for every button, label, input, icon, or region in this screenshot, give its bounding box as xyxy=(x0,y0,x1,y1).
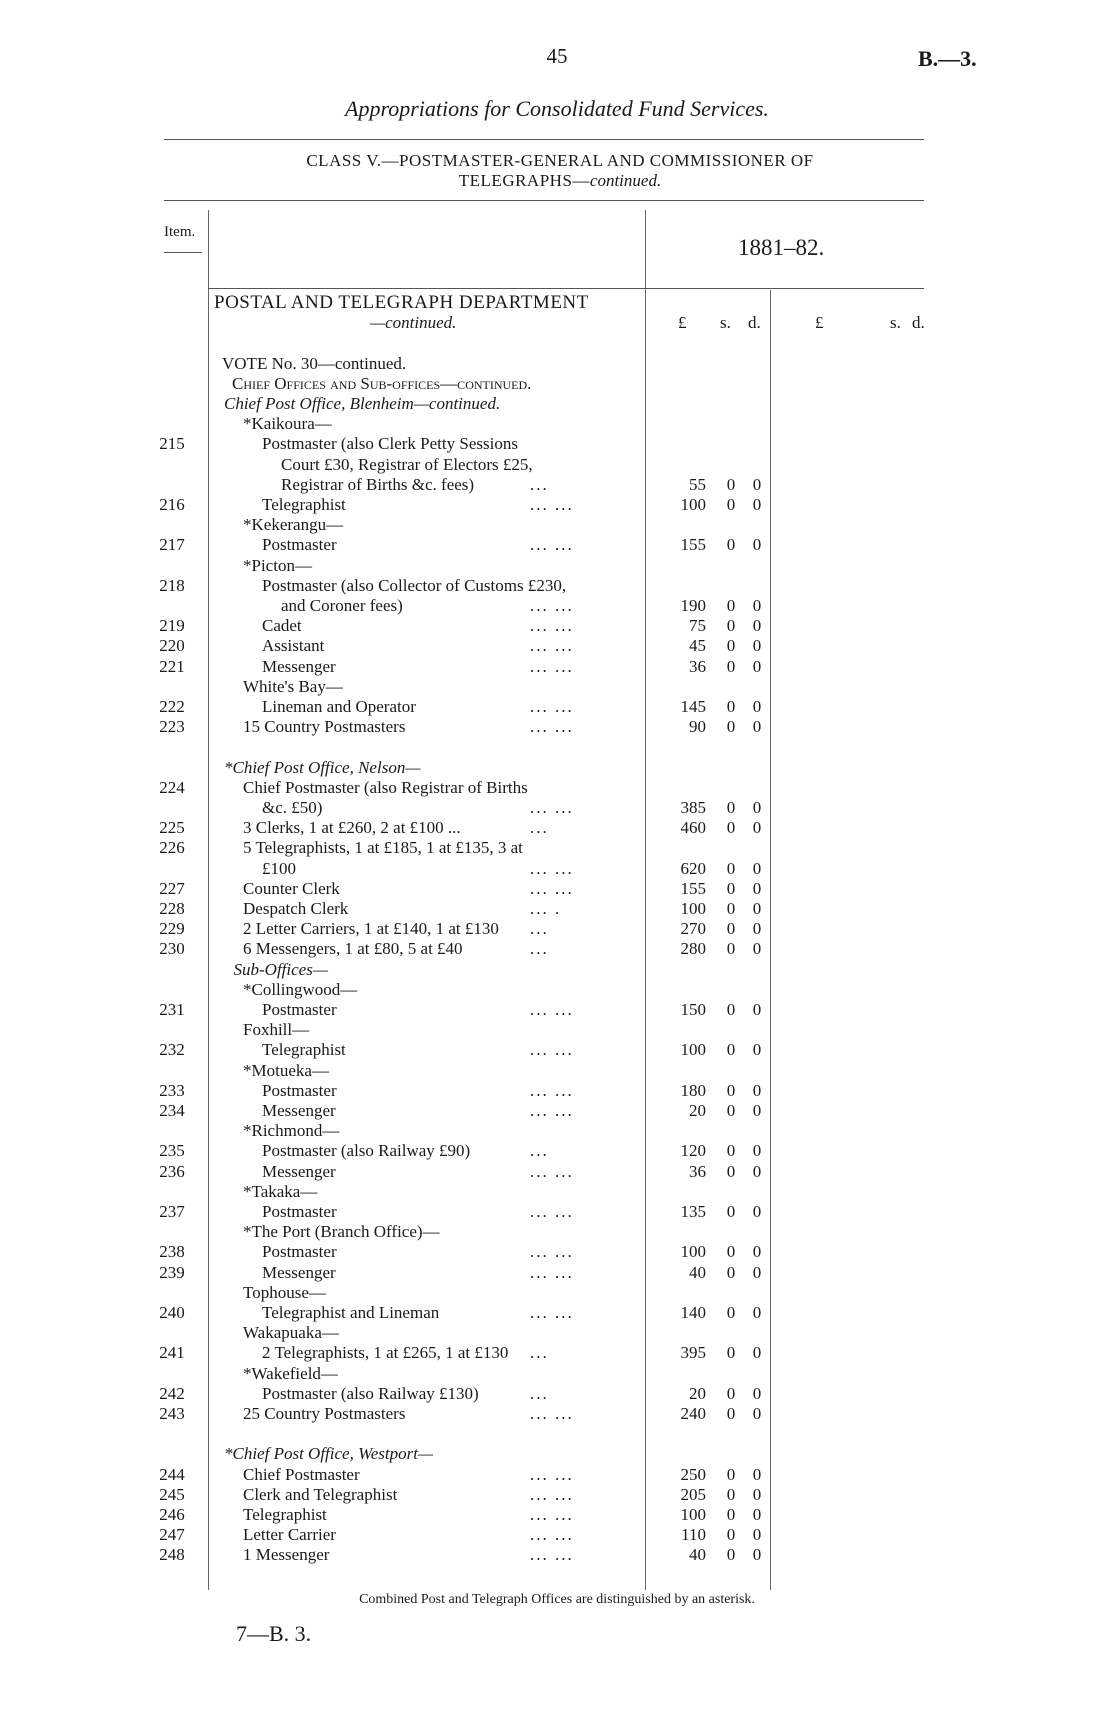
amount-shillings: 0 xyxy=(726,919,736,938)
document-reference: B.—3. xyxy=(918,46,977,71)
amount-shillings: 0 xyxy=(726,1242,736,1261)
row-description: Postmaster (also Collector of Customs £230, xyxy=(262,576,567,595)
amount-pounds: 135 xyxy=(680,1202,706,1221)
leader-dots: ... ... xyxy=(530,535,574,554)
amount-shillings: 0 xyxy=(726,1404,736,1423)
row-description: Wakapuaka— xyxy=(243,1323,339,1342)
row-description: 2 Telegraphists, 1 at £265, 1 at £130 xyxy=(262,1343,509,1362)
amount-pounds: 150 xyxy=(680,1000,706,1019)
item-number: 242 xyxy=(159,1384,185,1403)
amount-pence: 0 xyxy=(752,1081,762,1100)
amount-pence: 0 xyxy=(752,495,762,514)
amount-shillings: 0 xyxy=(726,1303,736,1322)
department-continued: —continued. xyxy=(370,313,457,332)
amount-pounds: 155 xyxy=(680,535,706,554)
amount-pounds: 100 xyxy=(680,1242,706,1261)
pounds-header-1: £ xyxy=(678,313,687,332)
item-number: 216 xyxy=(159,495,185,514)
row-description: and Coroner fees) xyxy=(281,596,403,615)
amount-pounds: 190 xyxy=(680,596,706,615)
shillings-header-1: s. xyxy=(720,313,731,332)
leader-dots: ... xyxy=(530,818,549,837)
amount-pence: 0 xyxy=(752,1485,762,1504)
item-number: 218 xyxy=(159,576,185,595)
row-description: 2 Letter Carriers, 1 at £140, 1 at £130 xyxy=(243,919,499,938)
amount-shillings: 0 xyxy=(726,859,736,878)
item-number: 245 xyxy=(159,1485,185,1504)
amount-pounds: 55 xyxy=(689,475,706,494)
amount-pence: 0 xyxy=(752,919,762,938)
amount-pounds: 395 xyxy=(680,1343,706,1362)
amount-shillings: 0 xyxy=(726,717,736,736)
leader-dots: ... ... xyxy=(530,495,574,514)
amount-pence: 0 xyxy=(752,657,762,676)
item-number: 219 xyxy=(159,616,185,635)
leader-dots: ... ... xyxy=(530,1040,574,1059)
amount-pounds: 240 xyxy=(680,1404,706,1423)
item-number: 240 xyxy=(159,1303,185,1322)
amount-pence: 0 xyxy=(752,1384,762,1403)
amount-shillings: 0 xyxy=(726,1000,736,1019)
amount-shillings: 0 xyxy=(726,616,736,635)
row-description: Clerk and Telegraphist xyxy=(243,1485,398,1504)
row-description: *Wakefield— xyxy=(243,1364,338,1383)
leader-dots: ... ... xyxy=(530,1545,574,1564)
amount-pounds: 620 xyxy=(680,859,706,878)
amount-pence: 0 xyxy=(752,1343,762,1362)
item-number: 222 xyxy=(159,697,185,716)
footnote: Combined Post and Telegraph Offices are distinguished by an asterisk. xyxy=(359,1592,755,1607)
leader-dots: ... . xyxy=(530,899,562,918)
row-description: &c. £50) xyxy=(262,798,323,817)
department-title: POSTAL AND TELEGRAPH DEPARTMENT xyxy=(214,292,589,313)
running-head: Appropriations for Consolidated Fund Services. xyxy=(345,96,769,121)
amount-pounds: 100 xyxy=(680,495,706,514)
leader-dots: ... ... xyxy=(530,697,574,716)
item-number: 215 xyxy=(159,434,185,453)
amount-pounds: 45 xyxy=(689,636,706,655)
row-description: *Kaikoura— xyxy=(243,414,332,433)
leader-dots: ... ... xyxy=(530,1202,574,1221)
amount-pence: 0 xyxy=(752,1101,762,1120)
amount-shillings: 0 xyxy=(726,1505,736,1524)
item-number: 236 xyxy=(159,1162,185,1181)
amount-shillings: 0 xyxy=(726,879,736,898)
amount-shillings: 0 xyxy=(726,636,736,655)
row-description: *Collingwood— xyxy=(243,980,358,999)
item-number: 225 xyxy=(159,818,185,837)
amount-shillings: 0 xyxy=(726,1141,736,1160)
amount-shillings: 0 xyxy=(726,1162,736,1181)
leader-dots: ... ... xyxy=(530,1404,574,1423)
amount-shillings: 0 xyxy=(726,1263,736,1282)
leader-dots: ... ... xyxy=(530,596,574,615)
amount-pence: 0 xyxy=(752,697,762,716)
row-description: Postmaster (also Railway £130) xyxy=(262,1384,479,1403)
amount-shillings: 0 xyxy=(726,495,736,514)
leader-dots: ... xyxy=(530,1384,549,1403)
amount-shillings: 0 xyxy=(726,1465,736,1484)
row-description: *Chief Post Office, Nelson— xyxy=(224,758,421,777)
amount-shillings: 0 xyxy=(726,697,736,716)
row-description: 3 Clerks, 1 at £260, 2 at £100 ... xyxy=(243,818,461,837)
item-column-header: Item. xyxy=(164,224,196,240)
row-description: Letter Carrier xyxy=(243,1525,336,1544)
row-description: Postmaster xyxy=(262,1202,337,1221)
amount-pence: 0 xyxy=(752,859,762,878)
item-number: 241 xyxy=(159,1343,185,1362)
amount-shillings: 0 xyxy=(726,1040,736,1059)
leader-dots: ... ... xyxy=(530,1162,574,1181)
amount-pence: 0 xyxy=(752,1465,762,1484)
amount-pounds: 20 xyxy=(689,1384,706,1403)
row-description: Registrar of Births &c. fees) xyxy=(281,475,475,494)
page-number: 45 xyxy=(546,44,568,68)
amount-pounds: 20 xyxy=(689,1101,706,1120)
amount-shillings: 0 xyxy=(726,657,736,676)
item-number: 229 xyxy=(159,919,185,938)
amount-pounds: 145 xyxy=(680,697,706,716)
row-description: Messenger xyxy=(262,1162,336,1181)
row-description: Postmaster xyxy=(262,1242,337,1261)
row-description: Telegraphist xyxy=(262,1040,346,1059)
amount-shillings: 0 xyxy=(726,1343,736,1362)
amount-pence: 0 xyxy=(752,1525,762,1544)
amount-shillings: 0 xyxy=(726,939,736,958)
leader-dots: ... ... xyxy=(530,616,574,635)
row-description: Cadet xyxy=(262,616,302,635)
row-description: *The Port (Branch Office)— xyxy=(243,1222,440,1241)
row-description: Court £30, Registrar of Electors £25, xyxy=(281,455,533,474)
item-number: 232 xyxy=(159,1040,185,1059)
amount-pounds: 40 xyxy=(689,1263,706,1282)
row-description: Messenger xyxy=(262,1101,336,1120)
amount-pounds: 100 xyxy=(680,1505,706,1524)
row-description: Postmaster xyxy=(262,1081,337,1100)
row-description: White's Bay— xyxy=(243,677,343,696)
amount-pounds: 36 xyxy=(689,1162,706,1181)
amount-shillings: 0 xyxy=(726,1525,736,1544)
row-description: Tophouse— xyxy=(243,1283,326,1302)
leader-dots: ... ... xyxy=(530,636,574,655)
amount-pence: 0 xyxy=(752,475,762,494)
row-description: *Richmond— xyxy=(243,1121,340,1140)
row-description: £100 xyxy=(262,859,296,878)
leader-dots: ... xyxy=(530,475,549,494)
amount-pounds: 460 xyxy=(680,818,706,837)
leader-dots: ... ... xyxy=(530,1465,574,1484)
amount-shillings: 0 xyxy=(726,1202,736,1221)
leader-dots: ... ... xyxy=(530,879,574,898)
amount-pence: 0 xyxy=(752,1202,762,1221)
item-number: 237 xyxy=(159,1202,185,1221)
item-number: 247 xyxy=(159,1525,185,1544)
amount-pounds: 250 xyxy=(680,1465,706,1484)
amount-pence: 0 xyxy=(752,1162,762,1181)
leader-dots: ... ... xyxy=(530,657,574,676)
item-number: 248 xyxy=(159,1545,185,1564)
item-number: 223 xyxy=(159,717,185,736)
amount-pounds: 36 xyxy=(689,657,706,676)
row-description: *Picton— xyxy=(243,556,312,575)
row-description: Telegraphist xyxy=(243,1505,327,1524)
amount-pence: 0 xyxy=(752,1040,762,1059)
amount-pounds: 205 xyxy=(680,1485,706,1504)
amount-pounds: 90 xyxy=(689,717,706,736)
amount-pence: 0 xyxy=(752,899,762,918)
amount-pounds: 140 xyxy=(680,1303,706,1322)
leader-dots: ... ... xyxy=(530,1242,574,1261)
amount-shillings: 0 xyxy=(726,899,736,918)
row-description: Chief Postmaster xyxy=(243,1465,360,1484)
amount-pence: 0 xyxy=(752,596,762,615)
amount-pounds: 100 xyxy=(680,1040,706,1059)
amount-pence: 0 xyxy=(752,1303,762,1322)
shillings-header-2: s. xyxy=(890,313,901,332)
class-title-continued: continued. xyxy=(589,171,662,190)
item-number: 246 xyxy=(159,1505,185,1524)
row-description: Postmaster xyxy=(262,1000,337,1019)
row-description: Assistant xyxy=(262,636,325,655)
amount-pence: 0 xyxy=(752,1404,762,1423)
row-description: 1 Messenger xyxy=(243,1545,330,1564)
amount-pence: 0 xyxy=(752,1000,762,1019)
amount-pence: 0 xyxy=(752,1242,762,1261)
row-description: Postmaster (also Railway £90) xyxy=(262,1141,471,1160)
leader-dots: ... ... xyxy=(530,1525,574,1544)
leader-dots: ... ... xyxy=(530,1263,574,1282)
amount-shillings: 0 xyxy=(726,475,736,494)
row-description: *Chief Post Office, Westport— xyxy=(224,1444,434,1463)
row-description: Sub-Offices— xyxy=(233,960,328,979)
amount-pence: 0 xyxy=(752,1505,762,1524)
row-description: Counter Clerk xyxy=(243,879,340,898)
amount-pence: 0 xyxy=(752,1545,762,1564)
leader-dots: ... ... xyxy=(530,1505,574,1524)
item-number: 243 xyxy=(159,1404,185,1423)
amount-shillings: 0 xyxy=(726,1384,736,1403)
amount-pounds: 75 xyxy=(689,616,706,635)
amount-shillings: 0 xyxy=(726,596,736,615)
leader-dots: ... xyxy=(530,939,549,958)
leader-dots: ... ... xyxy=(530,1081,574,1100)
item-number: 235 xyxy=(159,1141,185,1160)
amount-pence: 0 xyxy=(752,636,762,655)
amount-shillings: 0 xyxy=(726,1485,736,1504)
class-title-line2-main: TELEGRAPHS— xyxy=(458,171,590,190)
amount-pounds: 40 xyxy=(689,1545,706,1564)
row-description: Chief Postmaster (also Registrar of Births xyxy=(243,778,528,797)
amount-pounds: 155 xyxy=(680,879,706,898)
item-number: 239 xyxy=(159,1263,185,1282)
leader-dots: ... xyxy=(530,919,549,938)
pence-header-2: d. xyxy=(912,313,925,332)
leader-dots: ... ... xyxy=(530,1485,574,1504)
leader-dots: ... ... xyxy=(530,1303,574,1322)
chief-offices-line: Chief Offices and Sub-offices—continued. xyxy=(232,374,532,393)
item-number: 234 xyxy=(159,1101,185,1120)
leader-dots: ... ... xyxy=(530,798,574,817)
item-number: 230 xyxy=(159,939,185,958)
amount-shillings: 0 xyxy=(726,1545,736,1564)
amount-pounds: 110 xyxy=(681,1525,706,1544)
leader-dots: ... ... xyxy=(530,1000,574,1019)
amount-pounds: 385 xyxy=(680,798,706,817)
amount-pence: 0 xyxy=(752,818,762,837)
item-number: 224 xyxy=(159,778,185,797)
row-description: 15 Country Postmasters xyxy=(243,717,406,736)
leader-dots: ... xyxy=(530,1141,549,1160)
pence-header-1: d. xyxy=(748,313,761,332)
row-description: Messenger xyxy=(262,657,336,676)
amount-shillings: 0 xyxy=(726,818,736,837)
row-description: 6 Messengers, 1 at £80, 5 at £40 xyxy=(243,939,463,958)
item-number: 228 xyxy=(159,899,185,918)
amount-shillings: 0 xyxy=(726,1101,736,1120)
leader-dots: ... ... xyxy=(530,1101,574,1120)
amount-pence: 0 xyxy=(752,1263,762,1282)
item-number: 231 xyxy=(159,1000,185,1019)
item-number: 238 xyxy=(159,1242,185,1261)
amount-pounds: 100 xyxy=(680,899,706,918)
year-column-header: 1881–82. xyxy=(738,235,825,260)
row-description: Despatch Clerk xyxy=(243,899,349,918)
amount-pence: 0 xyxy=(752,616,762,635)
row-description: Chief Post Office, Blenheim—continued. xyxy=(224,394,501,413)
item-number: 217 xyxy=(159,535,185,554)
row-description: Foxhill— xyxy=(243,1020,310,1039)
amount-shillings: 0 xyxy=(726,1081,736,1100)
leader-dots: ... ... xyxy=(530,859,574,878)
row-description: Messenger xyxy=(262,1263,336,1282)
amount-pence: 0 xyxy=(752,798,762,817)
amount-pence: 0 xyxy=(752,939,762,958)
amount-pence: 0 xyxy=(752,717,762,736)
item-number: 244 xyxy=(159,1465,185,1484)
item-number: 233 xyxy=(159,1081,185,1100)
amount-pounds: 120 xyxy=(680,1141,706,1160)
row-description: 5 Telegraphists, 1 at £185, 1 at £135, 3 at xyxy=(243,838,523,857)
row-description: Telegraphist and Lineman xyxy=(262,1303,440,1322)
class-title-line1: CLASS V.—POSTMASTER-GENERAL AND COMMISSIONER OF xyxy=(306,151,814,170)
amount-pence: 0 xyxy=(752,535,762,554)
row-description: Postmaster (also Clerk Petty Sessions xyxy=(262,434,518,453)
row-description: Postmaster xyxy=(262,535,337,554)
item-number: 221 xyxy=(159,657,185,676)
amount-pounds: 280 xyxy=(680,939,706,958)
amount-shillings: 0 xyxy=(726,535,736,554)
amount-pence: 0 xyxy=(752,879,762,898)
leader-dots: ... xyxy=(530,1343,549,1362)
row-description: *Motueka— xyxy=(243,1061,329,1080)
row-description: *Kekerangu— xyxy=(243,515,344,534)
item-number: 227 xyxy=(159,879,185,898)
row-description: Lineman and Operator xyxy=(262,697,416,716)
item-number: 226 xyxy=(159,838,185,857)
row-description: *Takaka— xyxy=(243,1182,318,1201)
row-description: Telegraphist xyxy=(262,495,346,514)
page-reference: 7—B. 3. xyxy=(236,1621,312,1646)
amount-pounds: 180 xyxy=(680,1081,706,1100)
amount-pounds: 270 xyxy=(680,919,706,938)
amount-pence: 0 xyxy=(752,1141,762,1160)
row-description: 25 Country Postmasters xyxy=(243,1404,406,1423)
leader-dots: ... ... xyxy=(530,717,574,736)
pounds-header-2: £ xyxy=(815,313,824,332)
vote-line: VOTE No. 30—continued. xyxy=(222,354,407,373)
amount-shillings: 0 xyxy=(726,798,736,817)
item-number: 220 xyxy=(159,636,185,655)
